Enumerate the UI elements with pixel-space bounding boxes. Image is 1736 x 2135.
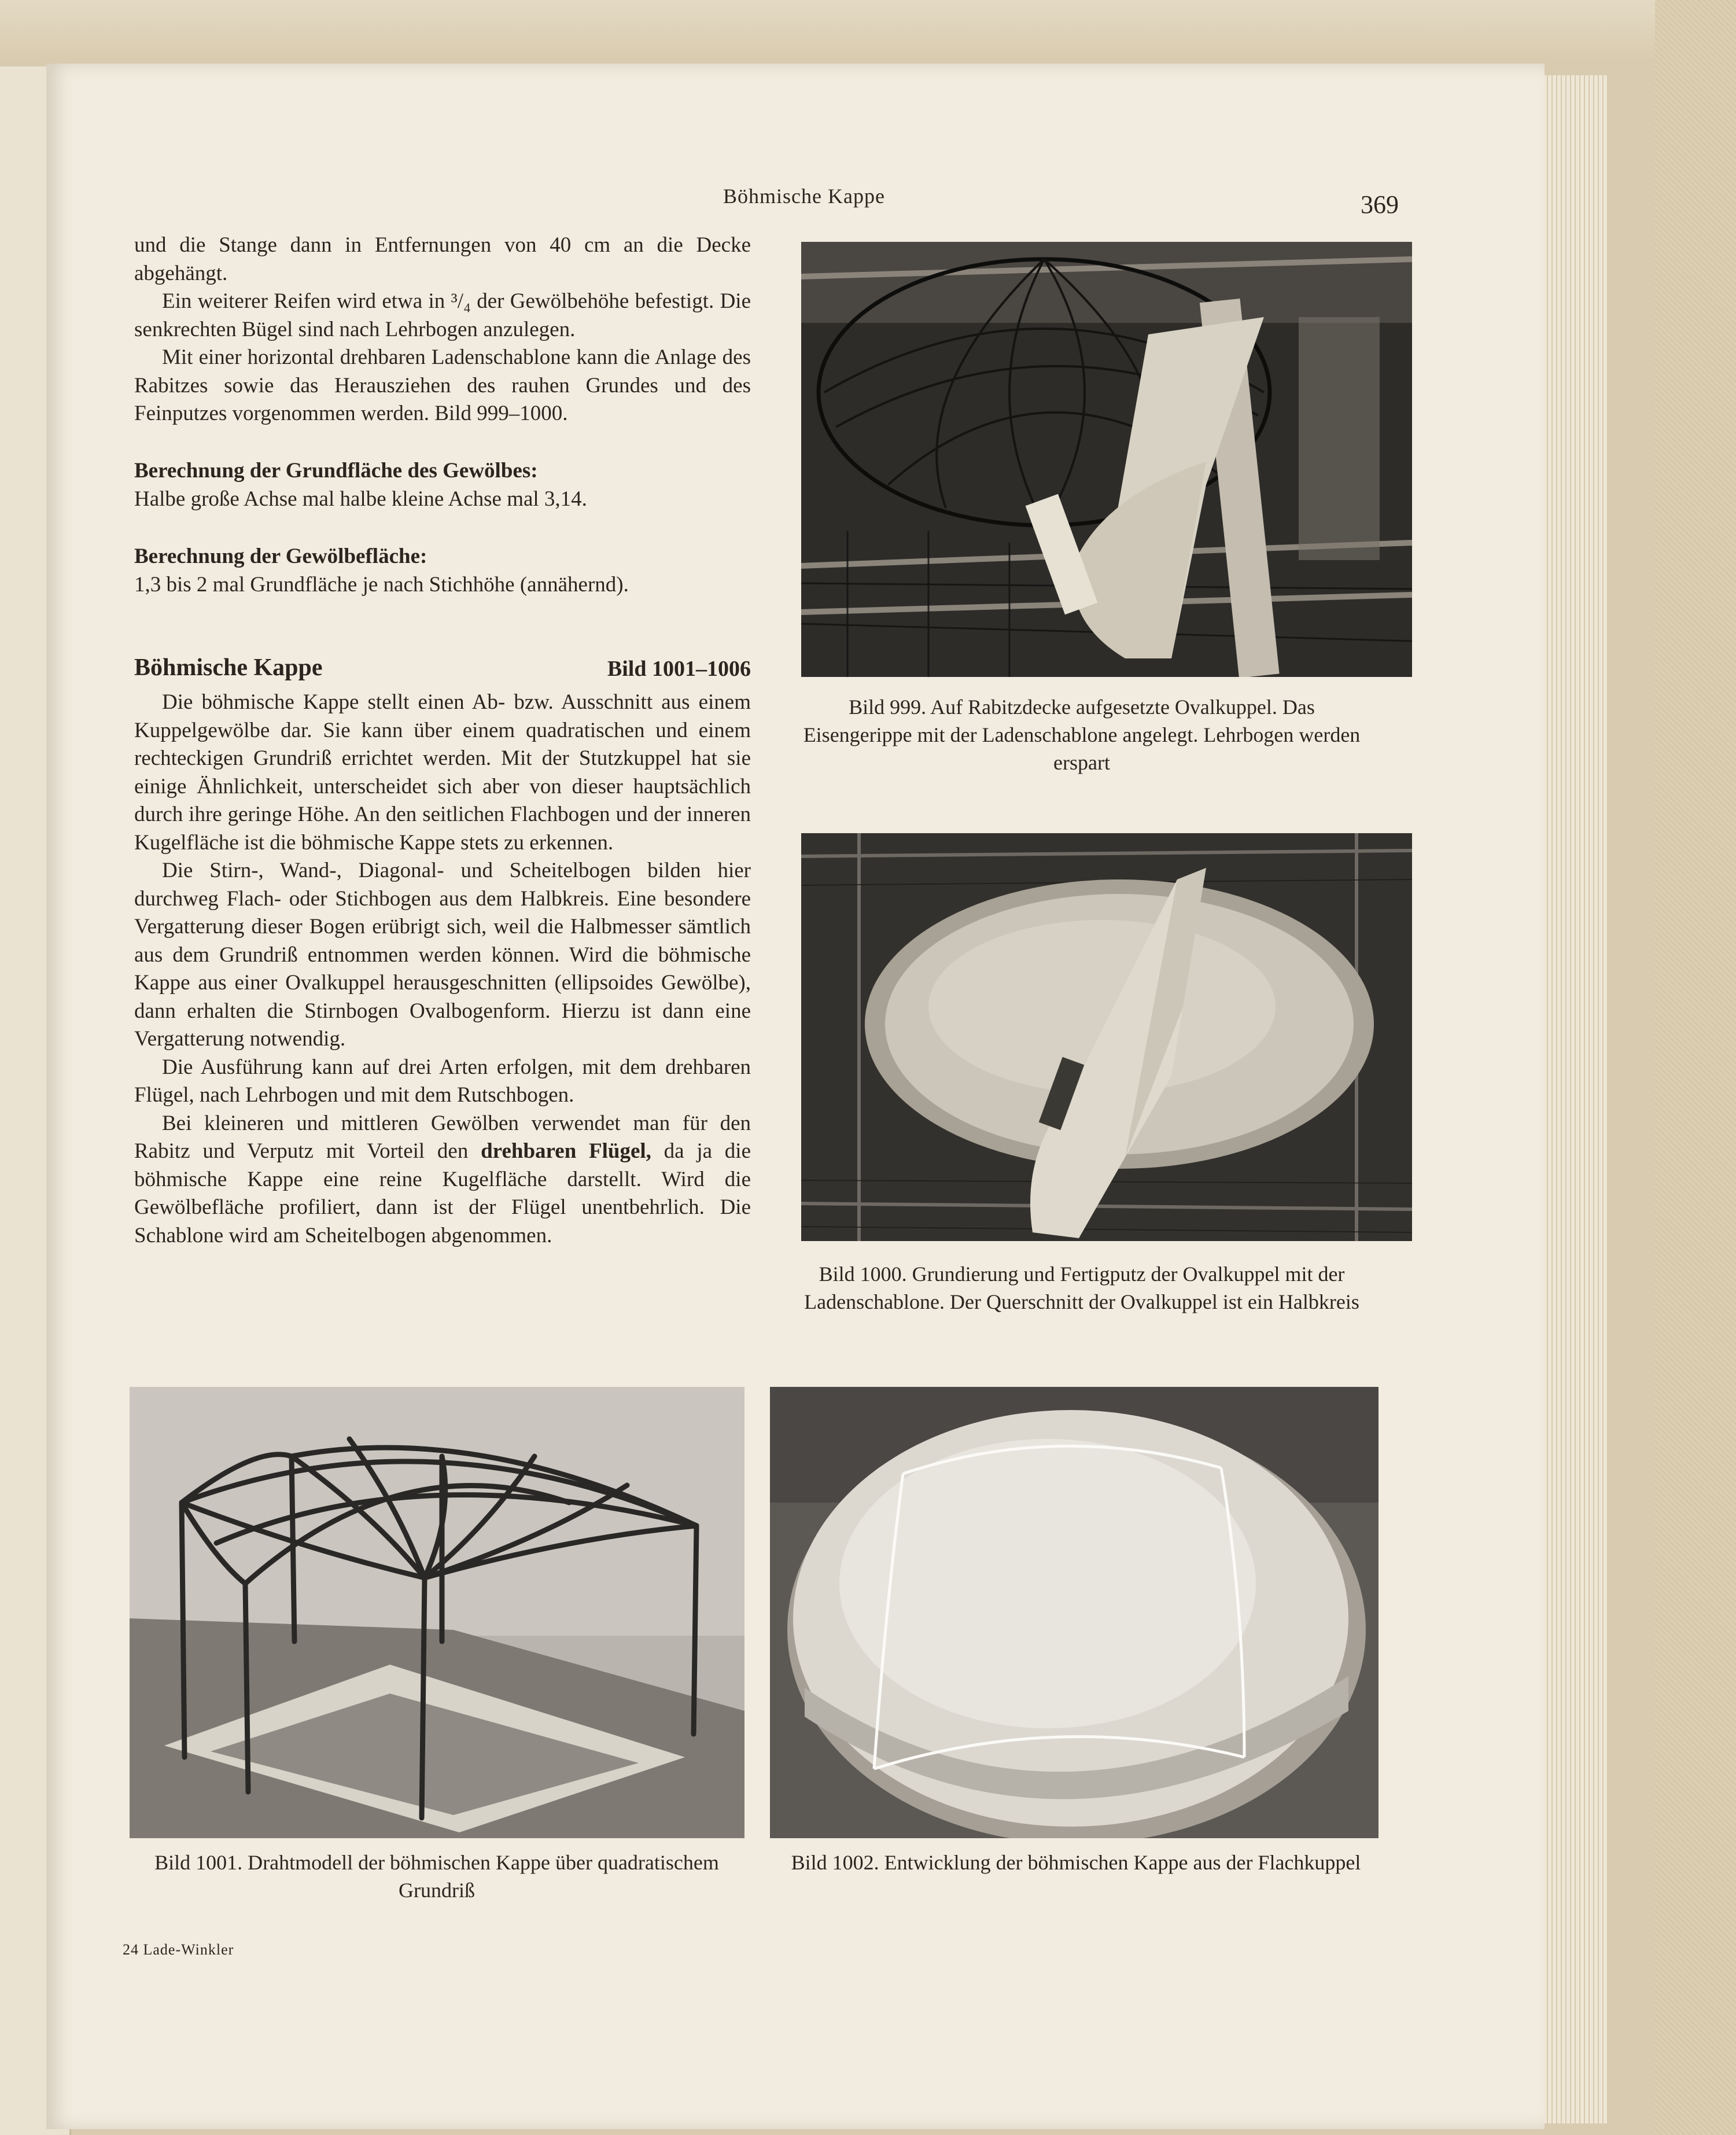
section-paragraph-4 xyxy=(134,1110,751,1250)
intro-paragraph-3: Mit einer horizontal drehbaren Ladenschablone kann die Anlage des Rabitzes sowie das Herausziehen des rauhen Grundes und des Feinputzes vorgenommen werden. Bild 999–1000. xyxy=(134,345,751,425)
calc-grundflaeche xyxy=(134,457,751,513)
figure-999-caption: Bild 999. Auf Rabitzdecke aufgesetzte Ovalkuppel. Das Eisengerippe mit der Ladenschablone angelegt. Lehrbogen werden erspart xyxy=(803,695,1361,774)
section-heading xyxy=(134,654,751,684)
page-number: 369 xyxy=(1361,190,1399,219)
intro-paragraph-1: und die Stange dann in Entfernungen von 40 cm an die Decke abgehängt. xyxy=(134,233,751,285)
figure-1001-caption: Bild 1001. Drahtmodell der böhmischen Kappe über quadratischem Grundriß xyxy=(154,1851,719,1902)
section-paragraph-2: Die Stirn-, Wand-, Diagonal- und Scheitelbogen bilden hier durchweg Flach- oder Stichbogen aus dem Halbkreis. Eine besondere Vergatterung dieser Bogen erübrigt sich, weil die Halbmesser sämtlich aus dem Grundriß entnommen werden können. Wird die böhmische Kappe aus einer Ovalkuppel herausgeschnitten (ellipsoides Gewölbe), dann erhalten die Stirnbogen Ovalbogenform. Hierzu ist dann eine Vergatterung notwendig. xyxy=(134,859,751,1051)
page-stack-edges xyxy=(1539,75,1608,2123)
section-title: Böhmische Kappe xyxy=(134,654,323,681)
book-cover-right xyxy=(1655,0,1736,2135)
figure-999-photo xyxy=(801,242,1412,677)
footer-signature: 24 Lade-Winkler xyxy=(123,1941,234,1958)
figure-1002-photo xyxy=(770,1387,1379,1838)
calc-gewoelbeflaeche-text: 1,3 bis 2 mal Grundfläche je nach Stichhöhe (annähernd). xyxy=(134,572,629,597)
figure-999-drawing xyxy=(801,242,1412,677)
section-body xyxy=(134,689,751,1250)
figure-1000-caption: Bild 1000. Grundierung und Fertigputz der Ovalkuppel mit der Ladenschablone. Der Querschnitt der Ovalkuppel ist ein Halbkreis xyxy=(804,1262,1359,1313)
p4-bold-term: drehbaren Flügel, xyxy=(481,1139,651,1163)
figure-1000-photo xyxy=(801,833,1412,1241)
section-figure-ref: Bild 1001–1006 xyxy=(607,657,751,681)
figure-1001-photo xyxy=(130,1387,744,1838)
intro-text xyxy=(134,231,751,428)
figure-1000-drawing xyxy=(801,833,1412,1241)
section-paragraph-1: Die böhmische Kappe stellt einen Ab- bzw. Ausschnitt aus einem Kuppelgewölbe dar. Sie kann über einem quadratischen und einem rechteckigen Grundriß errichtet werden. Mit der Stutzkuppel hat sie einige Ähnlichkeit, unterscheidet sich aber von dieser hauptsächlich durch ihre geringe Höhe. An den seitlichen Flachbogen und der inneren Kugelfläche ist die böhmische Kappe stets zu erkennen. xyxy=(134,690,751,855)
running-head: Böhmische Kappe xyxy=(723,185,885,208)
calc-grundflaeche-heading: Berechnung der Grundfläche des Gewölbes: xyxy=(134,459,538,483)
calc-grundflaeche-text: Halbe große Achse mal halbe kleine Achse mal 3,14. xyxy=(134,487,587,511)
figure-1001-drawing xyxy=(130,1387,744,1838)
book-cover-top xyxy=(0,0,1736,58)
section-paragraph-3: Die Ausführung kann auf drei Arten erfolgen, mit dem drehbaren Flügel, nach Lehrbogen und mit dem Rutschbogen. xyxy=(134,1055,751,1107)
p4-text-start: Bei kleineren und mittleren Gewölben verwendet man für den Rabitz und Verputz mit Vorteil den xyxy=(134,1111,751,1163)
calc-gewoelbeflaeche xyxy=(134,543,751,599)
intro-paragraph-2: Ein weiterer Reifen wird etwa in ³/₄ der Gewölbehöhe befestigt. Die senkrechten Bügel sind nach Lehrbogen anzulegen. xyxy=(134,289,751,341)
p4-text-end: da ja die böhmische Kappe eine reine Kugelfläche darstellt. Wird die Gewölbefläche profiliert, dann ist der Flügel unentbehrlich. Die Schablone wird am Scheitelbogen abgenommen. xyxy=(134,1139,751,1247)
calc-gewoelbeflaeche-heading: Berechnung der Gewölbefläche: xyxy=(134,544,427,568)
figure-1002-drawing xyxy=(770,1387,1379,1838)
figure-1002-caption: Bild 1002. Entwicklung der böhmischen Kappe aus der Flachkuppel xyxy=(791,1851,1361,1874)
